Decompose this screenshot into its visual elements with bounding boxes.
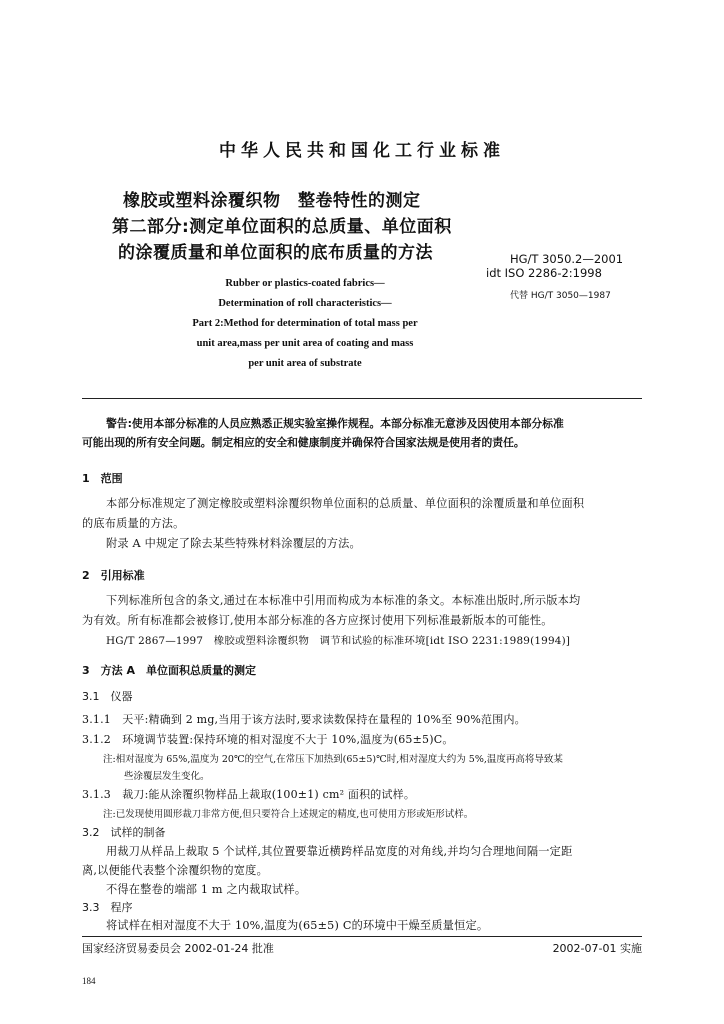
section-1-heading: 1 范围 [82,472,123,485]
section-3-2-heading: 3.2 试样的制备 [82,826,166,839]
section-2-reference: HG/T 2867—1997 橡胶或塑料涂覆织物 调节和试验的标准环境[idt ISO 2231:1989(1994)] [106,635,571,647]
section-3-2-para-2: 不得在整卷的端部 1 m 之内裁取试样。 [106,883,307,896]
section-3-1-3: 3.1.3 裁刀:能从涂覆织物样品上裁取(100±1) cm² 面积的试样。 [82,788,416,801]
warning-line-2: 可能出现的所有安全问题。制定相应的安全和健康制度并确保符合国家法规是使用者的责任。 [82,436,525,449]
top-rule [82,398,642,399]
section-3-1-1: 3.1.1 天平:精确到 2 mg,当用于该方法时,要求读数保持在量程的 10%至 90%范围内。 [82,713,526,726]
section-3-3-heading: 3.3 程序 [82,901,133,914]
section-3-1-2: 3.1.2 环境调节装置:保持环境的相对湿度不大于 10%,温度为(65±5)C。 [82,733,454,746]
title-en-line-3: Part 2:Method for determination of total mass per [192,318,418,329]
standard-code: HG/T 3050.2—2001 [510,252,624,266]
approval-line: 国家经济贸易委员会 2002-01-24 批准 [82,942,274,955]
standard-idt: idt ISO 2286-2:1998 [486,266,602,280]
section-3-1-3-note: 注:已发现使用圆形裁刀非常方便,但只要符合上述规定的精度,也可使用方形或矩形试样。 [103,809,474,820]
section-2-heading: 2 引用标准 [82,569,145,582]
title-cn-line-3: 的涂覆质量和单位面积的底布质量的方法 [118,243,433,263]
section-3-3-para: 将试样在相对湿度不大于 10%,温度为(65±5) C的环境中干燥至质量恒定。 [106,919,489,932]
title-en-line-5: per unit area of substrate [248,358,362,369]
effective-date: 2002-07-01 实施 [552,942,642,955]
title-en-line-2: Determination of roll characteristics— [218,298,392,309]
page-number: 184 [82,976,96,986]
section-3-2-para-line-1: 用裁刀从样品上裁取 5 个试样,其位置要靠近横跨样品宽度的对角线,并均匀合理地间隔一定距 [106,845,573,858]
section-2-para-line-2: 为有效。所有标准都会被修订,使用本部分标准的各方应探讨使用下列标准最新版本的可能性。 [82,614,553,627]
section-3-2-para-line-2: 离,以便能代表整个涂覆织物的宽度。 [82,864,268,877]
section-1-para-2: 附录 A 中规定了除去某些特殊材料涂覆层的方法。 [106,537,361,550]
title-en-line-4: unit area,mass per unit area of coating and mass [196,338,414,349]
bottom-rule [82,936,642,937]
section-3-1-2-note-line-2: 些涂覆层发生变化。 [124,771,210,782]
standard-replaces: 代替 HG/T 3050—1987 [510,291,611,301]
title-cn-line-1: 橡胶或塑料涂覆织物 整卷特性的测定 [123,191,421,211]
section-1-para-1-line-1: 本部分标准规定了测定橡胶或塑料涂覆织物单位面积的总质量、单位面积的涂覆质量和单位面积 [106,497,585,510]
section-3-1-heading: 3.1 仪器 [82,690,133,703]
section-2-para-line-1: 下列标准所包含的条文,通过在本标准中引用而构成为本标准的条文。本标准出版时,所示版本均 [106,594,581,607]
section-3-heading: 3 方法 A 单位面积总质量的测定 [82,664,256,677]
title-cn-line-2: 第二部分:测定单位面积的总质量、单位面积 [112,217,452,237]
issuing-authority: 中华人民共和国化工行业标准 [219,141,505,161]
title-en-line-1: Rubber or plastics-coated fabrics— [225,278,385,289]
warning-line-1: 警告:使用本部分标准的人员应熟悉正规实验室操作规程。本部分标准无意涉及因使用本部分标准 [106,417,564,430]
section-3-1-2-note-line-1: 注:相对湿度为 65%,温度为 20℃的空气,在常压下加热到(65±5)℃时,相对湿度大约为 5%,温度再高将导致某 [103,754,563,765]
section-1-para-1-line-2: 的底布质量的方法。 [82,517,185,530]
